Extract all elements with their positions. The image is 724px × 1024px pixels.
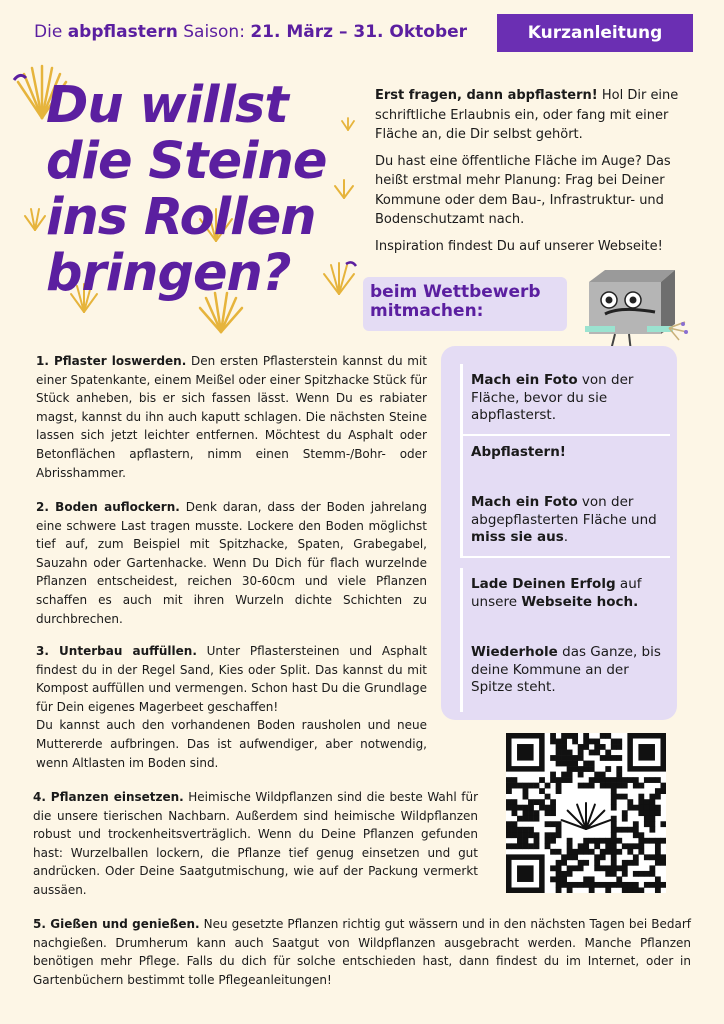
contest-step-2: Abpflastern! bbox=[460, 436, 670, 508]
qr-code[interactable] bbox=[506, 733, 666, 893]
contest-step-5: Wiederhole das Ganze, bis deine Kommune an der Spitze steht. bbox=[460, 636, 670, 712]
step-1: 1. Pflaster loswerden. Den ersten Pflasterstein kannst du mit einer Spatenkante, einem Meißel oder einer Spitzhacke Stück für Stück anheben, bis er sich fassen lässt. Wenn Du es rabiater magst, kannst du ihn auch kaputt schlagen. Die nächsten Steine lassen sich jetzt leichter entfernen. Möchtest du Asphalt oder Betonflächen apflastern, nimm einen Stemm-/Bohr- oder Abrisshammer. bbox=[36, 354, 427, 480]
season-header: Die abpflastern Saison: 21. März – 31. Oktober bbox=[34, 22, 468, 42]
seed-fan-icon bbox=[22, 206, 48, 232]
brand-name: abpflastern bbox=[67, 22, 178, 42]
kurzanleitung-badge: Kurzanleitung bbox=[497, 14, 693, 52]
contest-panel bbox=[441, 346, 677, 720]
contest-step-1: Mach ein Foto von der Fläche, bevor du sie abpflasterst. bbox=[460, 364, 670, 436]
step-3: 3. Unterbau auffüllen. Unter Pflastersteinen und Asphalt findest du in der Regel Sand, Kies oder Split. Das kannst du mit Kompost auffüllen und vermengen. Schon hast Du die Grundlage für Dein eigenes Magerbeet geschaffen! Du kannst auch den vorhandenen Boden rausholen und neue Muttererde aufbringen. Das ist aufwendiger, aber notwendig, wenn Altlasten im Boden sind. bbox=[36, 644, 427, 770]
main-headline: Du willst die Steine ins Rollen bringen? bbox=[46, 76, 327, 303]
contest-step-3: Mach ein Foto von der abgepflasterten Fläche und miss sie aus. bbox=[460, 486, 670, 558]
contest-label: beim Wettbewerb mitmachen: bbox=[363, 277, 567, 331]
step-5: 5. Gießen und genießen. Neu gesetzte Pflanzen richtig gut wässern und in den nächsten Tagen bei Bedarf nachgießen. Drumherum kann auch Saatgut von Wildpflanzen ausgebracht werden. Manche Pflanzen benötigen mehr Pflege. Falls du dich für solche entschieden hast, dann findest du im Internet, oder in Gartenbüchern bestimmt tolle Pflegeanleitungen! bbox=[33, 917, 691, 987]
contest-step-4: Lade Deinen Erfolg auf unsere Webseite hoch. bbox=[460, 568, 670, 640]
intro-text: Erst fragen, dann abpflastern! Hol Dir eine schriftliche Erlaubnis ein, oder fang mit einer Fläche an, die Dir selbst gehört. Du hast eine öffentliche Fläche im Auge? Das heißt erstmal mehr Planung: Frag bei Deiner Kommune oder dem Bau-, Infrastruktur- und Bodenschutzamt nach. Inspiration findest Du auf unserer Webseite! bbox=[375, 88, 679, 254]
step-2: 2. Boden auflockern. Denk daran, dass der Boden jahrelang eine schwere Last tragen musste. Lockere den Boden möglichst tief auf, zum Beispiel mit Spitzhacke, Spaten, Grabegabel, Sauzahn oder Gartenhacke. Wenn Du Dich für flach wurzelnde Pflanzen entscheidest, reichen 30-60cm und viele Pflanzen schaffen es auch mit ihren Wurzeln dichte Schichten zu durchbrechen. bbox=[36, 500, 427, 626]
season-dates: 21. März – 31. Oktober bbox=[250, 22, 468, 42]
step-4: 4. Pflanzen einsetzen. Heimische Wildpflanzen sind die beste Wahl für die unsere tierischen Nachbarn. Außerdem sind heimische Wildpflanzen robust und trockenheitsverträglich. Wenn du Deine Pflanzen gefunden hast: Wurzelballen lockern, die Pflanze tief genug einsetzen und gut andrücken. Oder Deine Saatgutmischung, wie auf der Packung vermerkt aussäen. bbox=[33, 790, 479, 897]
